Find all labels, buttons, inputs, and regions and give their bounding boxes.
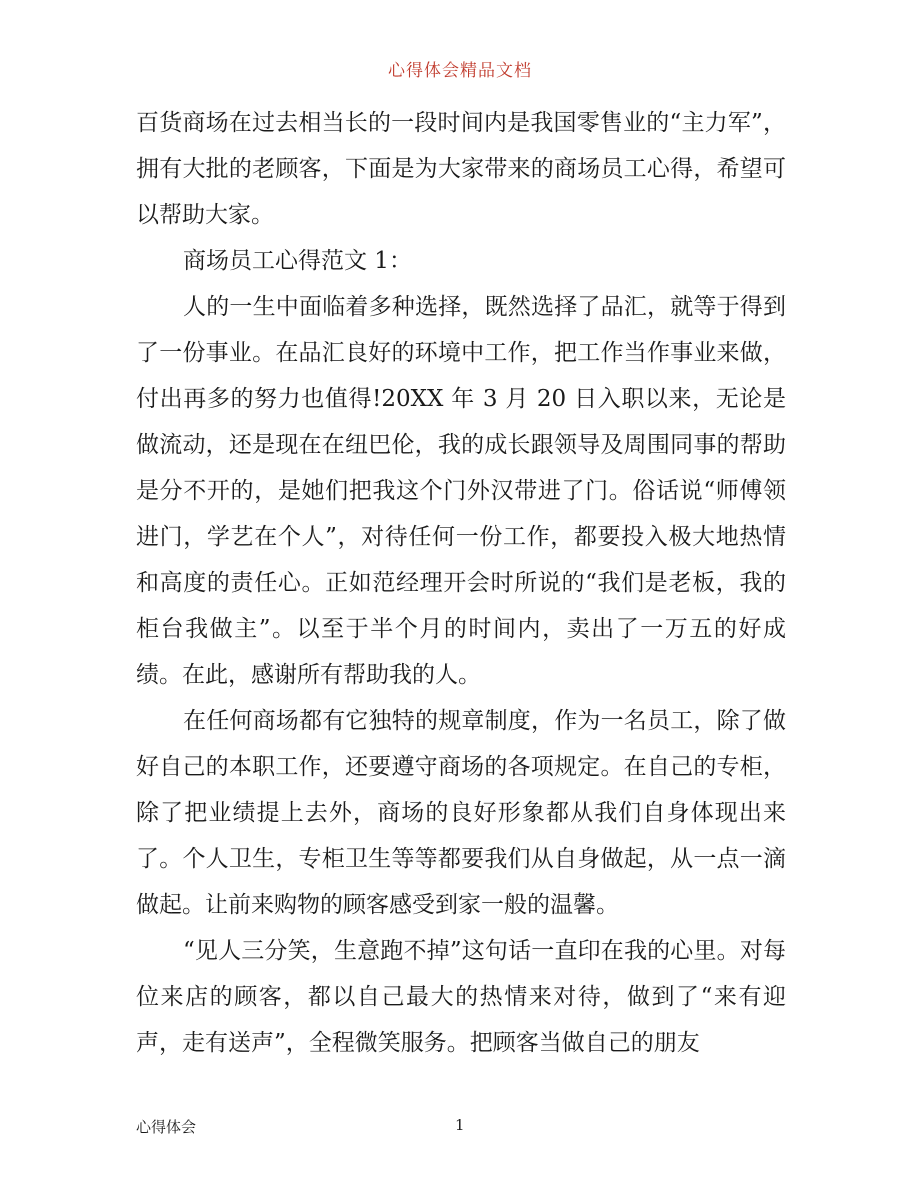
body-paragraph: “见人三分笑，生意跑不掉”这句话一直印在我的心里。对每位来店的顾客，都以自己最大的热情来对待，做到了“来有迎声，走有送声”，全程微笑服务。把顾客当做自己的朋友 [136, 938, 786, 1056]
intro-paragraph: 百货商场在过去相当长的一段时间内是我国零售业的“主力军”，拥有大批的老顾客，下面是为大家带来的商场员工心得，希望可以帮助大家。 [136, 110, 786, 228]
body-paragraph: 在任何商场都有它独特的规章制度，作为一名员工，除了做好自己的本职工作，还要遵守商场的各项规定。在自己的专柜，除了把业绩提上去外，商场的良好形象都从我们自身体现出来了。个人卫生，专柜卫生等等都要我们从自身做起，从一点一滴做起。让前来购物的顾客感受到家一般的温馨。 [136, 708, 786, 918]
page-number: 1 [455, 1116, 465, 1134]
body-paragraph: 人的一生中面临着多种选择，既然选择了品汇，就等于得到了一份事业。在品汇良好的环境中工作，把工作当作事业来做，付出再多的努力也值得!20XX 年 3 月 20 日入职以来，无论是做流动，还是现在在纽巴伦，我的成长跟领导及周围同事的帮助是分不开的，是她们把我这个门外汉带进了门。俗话说“师傅领进门，学艺在个人”，对待任何一份工作，都要投入极大地热情和高度的责任心。正如范经理开会时所说的“我们是老板，我的柜台我做主”。以至于半个月的时间内，卖出了一万五的好成绩。在此，感谢所有帮助我的人。 [136, 294, 786, 688]
page-footer-label: 心得体会 [136, 1118, 197, 1136]
document-body [136, 100, 786, 1066]
page-header-title: 心得体会精品文档 [388, 61, 532, 81]
section-heading: 商场员工心得范文 1： [183, 248, 412, 274]
